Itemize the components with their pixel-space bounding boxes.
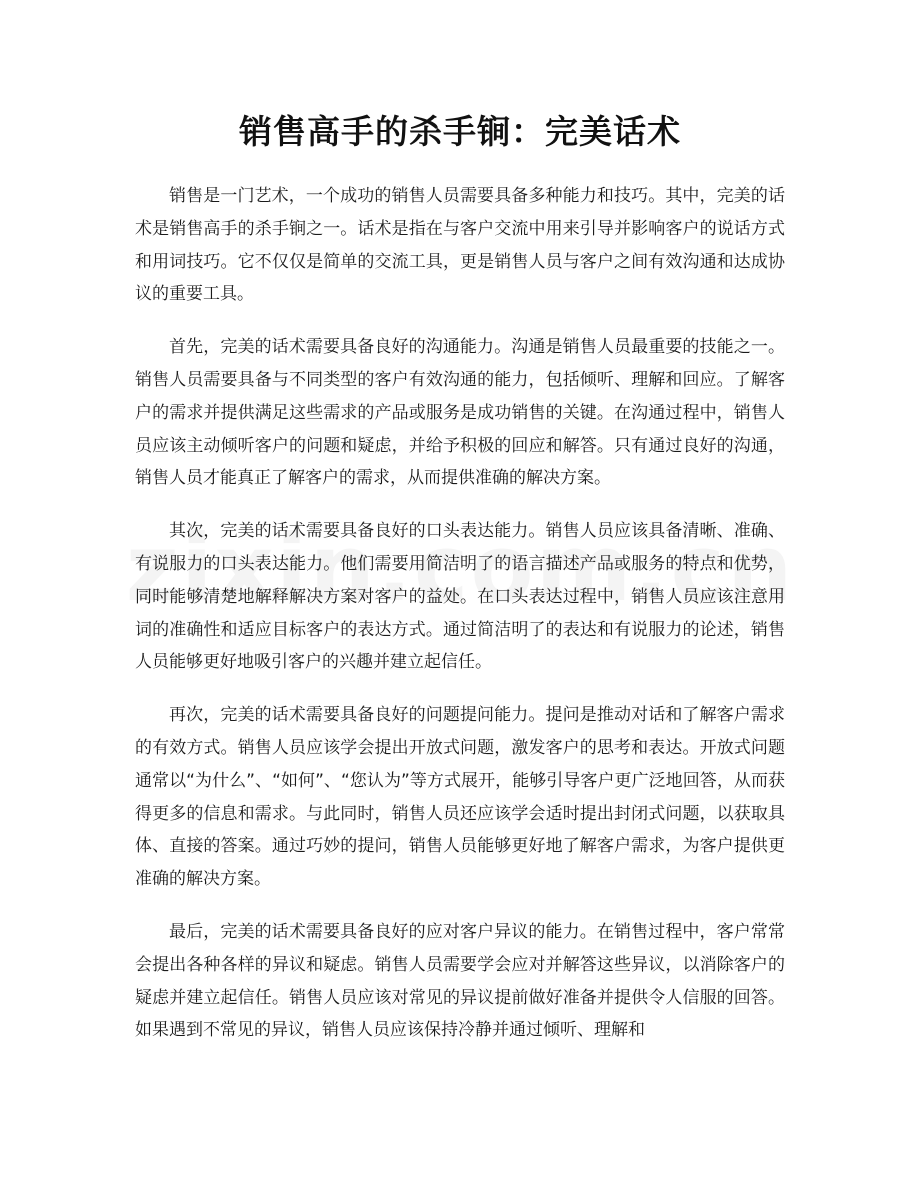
- paragraph-questioning: 再次，完美的话术需要具备良好的问题提问能力。提问是推动对话和了解客户需求的有效方式。销售人员应该学会提出开放式问题，激发客户的思考和表达。开放式问题通常以“为什么”、“如何”、“您认为”等方式展开，能够引导客户更广泛地回答，从而获得更多的信息和需求。与此同时，销售人员还应该学会适时提出封闭式问题，以获取具体、直接的答案。通过巧妙的提问，销售人员能够更好地了解客户需求，为客户提供更准确的解决方案。: [135, 705, 785, 890]
- document-body: [135, 180, 785, 1047]
- paragraph-oral-expression: 其次，完美的话术需要具备良好的口头表达能力。销售人员应该具备清晰、准确、有说服力的口头表达能力。他们需要用简洁明了的语言描述产品或服务的特点和优势，同时能够清楚地解释解决方案对客户的益处。在口头表达过程中，销售人员应该注意用词的准确性和适应目标客户的表达方式。通过简洁明了的表达和有说服力的论述，销售人员能够更好地吸引客户的兴趣并建立起信任。: [135, 521, 785, 673]
- document-title: 销售高手的杀手锏：完美话术: [239, 112, 681, 151]
- paragraph-communication: 首先，完美的话术需要具备良好的沟通能力。沟通是销售人员最重要的技能之一。销售人员需要具备与不同类型的客户有效沟通的能力，包括倾听、理解和回应。了解客户的需求并提供满足这些需求的产品或服务是成功销售的关键。在沟通过程中，销售人员应该主动倾听客户的问题和疑虑，并给予积极的回应和解答。只有通过良好的沟通，销售人员才能真正了解客户的需求，从而提供准确的解决方案。: [135, 337, 785, 489]
- paragraph-objections: 最后，完美的话术需要具备良好的应对客户异议的能力。在销售过程中，客户常常会提出各种各样的异议和疑虑。销售人员需要学会应对并解答这些异议，以消除客户的疑虑并建立起信任。销售人员应该对常见的异议提前做好准备并提供令人信服的回答。如果遇到不常见的异议，销售人员应该保持冷静并通过倾听、理解和: [135, 921, 785, 1041]
- paragraph-intro: 销售是一门艺术，一个成功的销售人员需要具备多种能力和技巧。其中，完美的话术是销售高手的杀手锏之一。话术是指在与客户交流中用来引导并影响客户的说话方式和用词技巧。它不仅仅是简单的交流工具，更是销售人员与客户之间有效沟通和达成协议的重要工具。: [135, 186, 785, 305]
